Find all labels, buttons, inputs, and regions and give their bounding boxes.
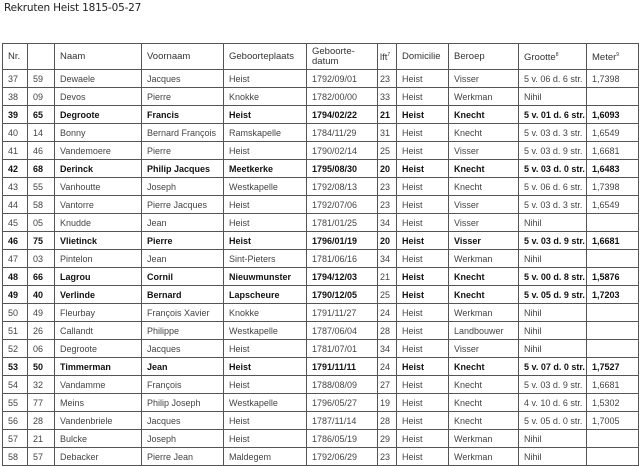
cell-datum: 1794/12/03	[307, 268, 378, 286]
cell-domicilie: Heist	[397, 304, 449, 322]
cell-grootte: Nihil	[519, 250, 587, 268]
cell-plaats: Heist	[224, 142, 307, 160]
cell-domicilie: Heist	[397, 448, 449, 466]
cell-meter	[587, 448, 639, 466]
cell-plaats: Maldegem	[224, 448, 307, 466]
cell-lft: 23	[378, 448, 397, 466]
cell-domicilie: Heist	[397, 376, 449, 394]
cell-beroep: Werkman	[449, 304, 519, 322]
cell-voornaam: Pierre	[142, 142, 224, 160]
cell-domicilie: Heist	[397, 70, 449, 88]
cell-nr: 46	[3, 232, 28, 250]
cell-naam: Bulcke	[55, 430, 142, 448]
cell-datum: 1792/06/29	[307, 448, 378, 466]
cell-lft: 19	[378, 394, 397, 412]
cell-plaats: Heist	[224, 430, 307, 448]
header-grootte	[519, 44, 587, 70]
cell-voornaam: Jean	[142, 250, 224, 268]
table-row	[3, 448, 639, 466]
cell-naam: Vandamme	[55, 376, 142, 394]
cell-lft: 24	[378, 304, 397, 322]
cell-grootte: Nihil	[519, 304, 587, 322]
cell-beroep: Knecht	[449, 394, 519, 412]
cell-plaats: Heist	[224, 106, 307, 124]
cell-datum: 1795/08/30	[307, 160, 378, 178]
cell-meter: 1,5876	[587, 268, 639, 286]
cell-nr: 58	[3, 448, 28, 466]
table-row	[3, 214, 639, 232]
cell-lft: 28	[378, 322, 397, 340]
cell-plaats: Westkapelle	[224, 394, 307, 412]
cell-meter	[587, 322, 639, 340]
cell-datum: 1790/02/14	[307, 142, 378, 160]
table-row	[3, 250, 639, 268]
cell-nr: 50	[3, 304, 28, 322]
cell-domicilie: Heist	[397, 268, 449, 286]
cell-beroep: Knecht	[449, 160, 519, 178]
cell-datum: 1792/08/13	[307, 178, 378, 196]
cell-nr2: 59	[28, 70, 55, 88]
table-row	[3, 178, 639, 196]
cell-beroep: Knecht	[449, 376, 519, 394]
cell-beroep: Visser	[449, 196, 519, 214]
cell-datum: 1784/11/29	[307, 124, 378, 142]
cell-meter: 1,7398	[587, 178, 639, 196]
cell-naam: Derinck	[55, 160, 142, 178]
cell-beroep: Werkman	[449, 88, 519, 106]
cell-nr2: 55	[28, 178, 55, 196]
cell-naam: Vandemoere	[55, 142, 142, 160]
cell-nr: 37	[3, 70, 28, 88]
cell-naam: Timmerman	[55, 358, 142, 376]
cell-beroep: Visser	[449, 214, 519, 232]
cell-domicilie: Heist	[397, 232, 449, 250]
table-row	[3, 196, 639, 214]
cell-lft: 33	[378, 88, 397, 106]
cell-plaats: Sint-Pieters	[224, 250, 307, 268]
cell-meter	[587, 304, 639, 322]
header-nr2	[28, 44, 55, 70]
cell-nr: 40	[3, 124, 28, 142]
cell-nr2: 75	[28, 232, 55, 250]
table-row	[3, 340, 639, 358]
header-voornaam: Voornaam	[142, 44, 224, 70]
cell-voornaam: Philippe	[142, 322, 224, 340]
cell-datum: 1794/02/22	[307, 106, 378, 124]
cell-datum: 1781/07/01	[307, 340, 378, 358]
cell-meter: 1,6549	[587, 124, 639, 142]
header-geboorteplaats: Geboorteplaats	[224, 44, 307, 70]
cell-plaats: Heist	[224, 412, 307, 430]
cell-beroep: Knecht	[449, 358, 519, 376]
cell-nr2: 26	[28, 322, 55, 340]
cell-plaats: Heist	[224, 358, 307, 376]
cell-voornaam: Jean	[142, 214, 224, 232]
cell-nr: 39	[3, 106, 28, 124]
cell-datum: 1782/00/00	[307, 88, 378, 106]
cell-domicilie: Heist	[397, 340, 449, 358]
cell-domicilie: Heist	[397, 394, 449, 412]
cell-meter: 1,5302	[587, 394, 639, 412]
cell-meter: 1,6483	[587, 160, 639, 178]
cell-nr2: 57	[28, 448, 55, 466]
table-row	[3, 124, 639, 142]
cell-domicilie: Heist	[397, 250, 449, 268]
cell-voornaam: Francis	[142, 106, 224, 124]
cell-grootte: Nihil	[519, 88, 587, 106]
cell-naam: Meins	[55, 394, 142, 412]
cell-nr2: 32	[28, 376, 55, 394]
cell-nr: 56	[3, 412, 28, 430]
cell-domicilie: Heist	[397, 196, 449, 214]
cell-grootte: 5 v. 03 d. 3 str.	[519, 124, 587, 142]
cell-beroep: Knecht	[449, 412, 519, 430]
cell-voornaam: Bernard	[142, 286, 224, 304]
cell-meter	[587, 340, 639, 358]
cell-plaats: Heist	[224, 340, 307, 358]
cell-datum: 1791/11/11	[307, 358, 378, 376]
cell-meter	[587, 250, 639, 268]
cell-voornaam: Joseph	[142, 430, 224, 448]
cell-naam: Callandt	[55, 322, 142, 340]
cell-domicilie: Heist	[397, 286, 449, 304]
cell-plaats: Lapscheure	[224, 286, 307, 304]
cell-plaats: Ramskapelle	[224, 124, 307, 142]
cell-voornaam: Joseph	[142, 178, 224, 196]
cell-nr: 48	[3, 268, 28, 286]
cell-nr2: 21	[28, 430, 55, 448]
cell-lft: 27	[378, 376, 397, 394]
table-row	[3, 232, 639, 250]
cell-datum: 1787/11/14	[307, 412, 378, 430]
cell-nr: 49	[3, 286, 28, 304]
cell-beroep: Knecht	[449, 178, 519, 196]
header-lft-label: lft	[380, 52, 388, 64]
cell-naam: Lagrou	[55, 268, 142, 286]
cell-lft: 20	[378, 232, 397, 250]
table-row	[3, 322, 639, 340]
cell-nr2: 49	[28, 304, 55, 322]
cell-domicilie: Heist	[397, 88, 449, 106]
cell-naam: Degroote	[55, 106, 142, 124]
cell-naam: Pintelon	[55, 250, 142, 268]
cell-grootte: Nihil	[519, 322, 587, 340]
cell-meter	[587, 430, 639, 448]
cell-beroep: Werkman	[449, 250, 519, 268]
cell-grootte: Nihil	[519, 448, 587, 466]
cell-grootte: Nihil	[519, 214, 587, 232]
cell-lft: 28	[378, 412, 397, 430]
cell-lft: 25	[378, 286, 397, 304]
cell-naam: Fleurbay	[55, 304, 142, 322]
header-geboortedatum-line1: Geboorte-	[312, 45, 355, 57]
cell-meter	[587, 214, 639, 232]
table-row	[3, 412, 639, 430]
cell-nr2: 77	[28, 394, 55, 412]
document-title: Rekruten Heist 1815-05-27	[4, 2, 142, 14]
cell-nr: 47	[3, 250, 28, 268]
cell-lft: 25	[378, 142, 397, 160]
header-geboortedatum	[307, 44, 378, 70]
cell-datum: 1788/08/09	[307, 376, 378, 394]
table-row	[3, 394, 639, 412]
cell-grootte: 5 v. 03 d. 9 str.	[519, 376, 587, 394]
cell-lft: 24	[378, 358, 397, 376]
cell-lft: 20	[378, 160, 397, 178]
table-row	[3, 88, 639, 106]
cell-plaats: Westkapelle	[224, 322, 307, 340]
cell-nr: 54	[3, 376, 28, 394]
table-row	[3, 376, 639, 394]
cell-lft: 34	[378, 340, 397, 358]
header-naam: Naam	[55, 44, 142, 70]
cell-nr2: 09	[28, 88, 55, 106]
cell-meter: 1,6681	[587, 142, 639, 160]
cell-domicilie: Heist	[397, 412, 449, 430]
cell-meter: 1,7527	[587, 358, 639, 376]
cell-meter: 1,7203	[587, 286, 639, 304]
cell-domicilie: Heist	[397, 322, 449, 340]
cell-voornaam: Pierre Jacques	[142, 196, 224, 214]
cell-datum: 1781/01/25	[307, 214, 378, 232]
cell-voornaam: Pierre	[142, 232, 224, 250]
cell-voornaam: Cornil	[142, 268, 224, 286]
cell-naam: Debacker	[55, 448, 142, 466]
header-row	[3, 44, 639, 70]
cell-lft: 21	[378, 106, 397, 124]
cell-plaats: Westkapelle	[224, 178, 307, 196]
cell-voornaam: Pierre Jean	[142, 448, 224, 466]
table-row	[3, 268, 639, 286]
cell-nr: 52	[3, 340, 28, 358]
cell-grootte: 5 v. 06 d. 6 str.	[519, 70, 587, 88]
cell-grootte: Nihil	[519, 340, 587, 358]
cell-nr2: 58	[28, 196, 55, 214]
cell-voornaam: Jacques	[142, 412, 224, 430]
cell-lft: 34	[378, 250, 397, 268]
cell-meter: 1,6681	[587, 232, 639, 250]
cell-datum: 1786/05/19	[307, 430, 378, 448]
cell-nr2: 68	[28, 160, 55, 178]
cell-nr: 44	[3, 196, 28, 214]
header-meter-label: Meter	[592, 52, 617, 64]
cell-plaats: Heist	[224, 196, 307, 214]
header-domicilie: Domicilie	[397, 44, 449, 70]
cell-voornaam: Jacques	[142, 70, 224, 88]
cell-grootte: 5 v. 07 d. 0 str.	[519, 358, 587, 376]
cell-datum: 1781/06/16	[307, 250, 378, 268]
cell-nr2: 66	[28, 268, 55, 286]
header-grootte-label: Grootte	[524, 52, 556, 64]
cell-naam: Knudde	[55, 214, 142, 232]
cell-beroep: Visser	[449, 70, 519, 88]
table-body	[3, 70, 639, 466]
cell-lft: 31	[378, 124, 397, 142]
header-geboortedatum-line2: datum	[312, 55, 339, 67]
cell-nr2: 46	[28, 142, 55, 160]
cell-grootte: 5 v. 05 d. 9 str.	[519, 286, 587, 304]
cell-grootte: 5 v. 03 d. 3 str.	[519, 196, 587, 214]
cell-datum: 1787/06/04	[307, 322, 378, 340]
cell-voornaam: Jacques	[142, 340, 224, 358]
cell-grootte: 5 v. 00 d. 8 str.	[519, 268, 587, 286]
cell-domicilie: Heist	[397, 160, 449, 178]
cell-nr2: 40	[28, 286, 55, 304]
cell-grootte: 5 v. 03 d. 9 str.	[519, 232, 587, 250]
table-row	[3, 286, 639, 304]
header-beroep: Beroep	[449, 44, 519, 70]
footnote-9: 9	[616, 51, 620, 58]
cell-nr: 45	[3, 214, 28, 232]
cell-plaats: Heist	[224, 214, 307, 232]
cell-plaats: Heist	[224, 376, 307, 394]
cell-nr2: 50	[28, 358, 55, 376]
cell-naam: Degroote	[55, 340, 142, 358]
cell-meter	[587, 88, 639, 106]
cell-voornaam: Pierre	[142, 88, 224, 106]
cell-beroep: Visser	[449, 142, 519, 160]
cell-lft: 34	[378, 214, 397, 232]
cell-meter: 1,6549	[587, 196, 639, 214]
cell-voornaam: Philip Jacques	[142, 160, 224, 178]
cell-naam: Dewaele	[55, 70, 142, 88]
cell-plaats: Knokke	[224, 304, 307, 322]
cell-voornaam: Jean	[142, 358, 224, 376]
cell-plaats: Meetkerke	[224, 160, 307, 178]
cell-datum: 1792/09/01	[307, 70, 378, 88]
cell-voornaam: Philip Joseph	[142, 394, 224, 412]
cell-beroep: Werkman	[449, 430, 519, 448]
table-row	[3, 160, 639, 178]
cell-nr: 53	[3, 358, 28, 376]
cell-beroep: Landbouwer	[449, 322, 519, 340]
recruits-table	[2, 43, 639, 466]
cell-domicilie: Heist	[397, 214, 449, 232]
cell-beroep: Visser	[449, 340, 519, 358]
header-lft	[378, 44, 397, 70]
table-row	[3, 70, 639, 88]
cell-nr2: 65	[28, 106, 55, 124]
cell-beroep: Visser	[449, 232, 519, 250]
table-row	[3, 304, 639, 322]
cell-nr2: 05	[28, 214, 55, 232]
table-row	[3, 106, 639, 124]
footnote-8: 8	[555, 51, 559, 58]
table-row	[3, 358, 639, 376]
cell-nr2: 06	[28, 340, 55, 358]
header-meter	[587, 44, 639, 70]
cell-lft: 23	[378, 70, 397, 88]
cell-nr: 41	[3, 142, 28, 160]
cell-grootte: 4 v. 10 d. 6 str.	[519, 394, 587, 412]
cell-lft: 29	[378, 430, 397, 448]
cell-naam: Vlietinck	[55, 232, 142, 250]
cell-grootte: 5 v. 03 d. 9 str.	[519, 142, 587, 160]
cell-datum: 1790/12/05	[307, 286, 378, 304]
cell-nr2: 28	[28, 412, 55, 430]
cell-meter: 1,7005	[587, 412, 639, 430]
cell-meter: 1,7398	[587, 70, 639, 88]
cell-plaats: Heist	[224, 232, 307, 250]
cell-nr: 57	[3, 430, 28, 448]
cell-plaats: Heist	[224, 70, 307, 88]
cell-domicilie: Heist	[397, 124, 449, 142]
cell-naam: Vantorre	[55, 196, 142, 214]
cell-domicilie: Heist	[397, 430, 449, 448]
cell-meter: 1,6681	[587, 376, 639, 394]
cell-nr: 55	[3, 394, 28, 412]
cell-domicilie: Heist	[397, 106, 449, 124]
cell-naam: Bonny	[55, 124, 142, 142]
cell-voornaam: François	[142, 376, 224, 394]
cell-grootte: Nihil	[519, 430, 587, 448]
table-row	[3, 142, 639, 160]
cell-voornaam: Bernard François	[142, 124, 224, 142]
cell-grootte: 5 v. 03 d. 0 str.	[519, 160, 587, 178]
cell-nr2: 14	[28, 124, 55, 142]
cell-naam: Devos	[55, 88, 142, 106]
cell-nr: 51	[3, 322, 28, 340]
cell-beroep: Knecht	[449, 124, 519, 142]
cell-nr: 38	[3, 88, 28, 106]
cell-grootte: 5 v. 01 d. 6 str.	[519, 106, 587, 124]
cell-domicilie: Heist	[397, 358, 449, 376]
cell-lft: 21	[378, 268, 397, 286]
cell-naam: Verlinde	[55, 286, 142, 304]
cell-datum: 1796/01/19	[307, 232, 378, 250]
cell-naam: Vandenbriele	[55, 412, 142, 430]
table-row	[3, 430, 639, 448]
cell-lft: 23	[378, 196, 397, 214]
cell-naam: Vanhoutte	[55, 178, 142, 196]
cell-plaats: Nieuwmunster	[224, 268, 307, 286]
cell-beroep: Knecht	[449, 268, 519, 286]
cell-meter: 1,6093	[587, 106, 639, 124]
cell-nr: 43	[3, 178, 28, 196]
cell-plaats: Knokke	[224, 88, 307, 106]
cell-beroep: Knecht	[449, 106, 519, 124]
cell-voornaam: François Xavier	[142, 304, 224, 322]
cell-datum: 1791/11/27	[307, 304, 378, 322]
header-nr: Nr.	[3, 44, 28, 70]
cell-nr2: 03	[28, 250, 55, 268]
cell-domicilie: Heist	[397, 142, 449, 160]
cell-datum: 1796/05/27	[307, 394, 378, 412]
cell-grootte: 5 v. 06 d. 6 str.	[519, 178, 587, 196]
cell-nr: 42	[3, 160, 28, 178]
cell-datum: 1792/07/06	[307, 196, 378, 214]
cell-domicilie: Heist	[397, 178, 449, 196]
cell-beroep: Knecht	[449, 286, 519, 304]
cell-grootte: 5 v. 05 d. 0 str.	[519, 412, 587, 430]
cell-lft: 23	[378, 178, 397, 196]
cell-beroep: Werkman	[449, 448, 519, 466]
footnote-7: 7	[387, 51, 391, 58]
